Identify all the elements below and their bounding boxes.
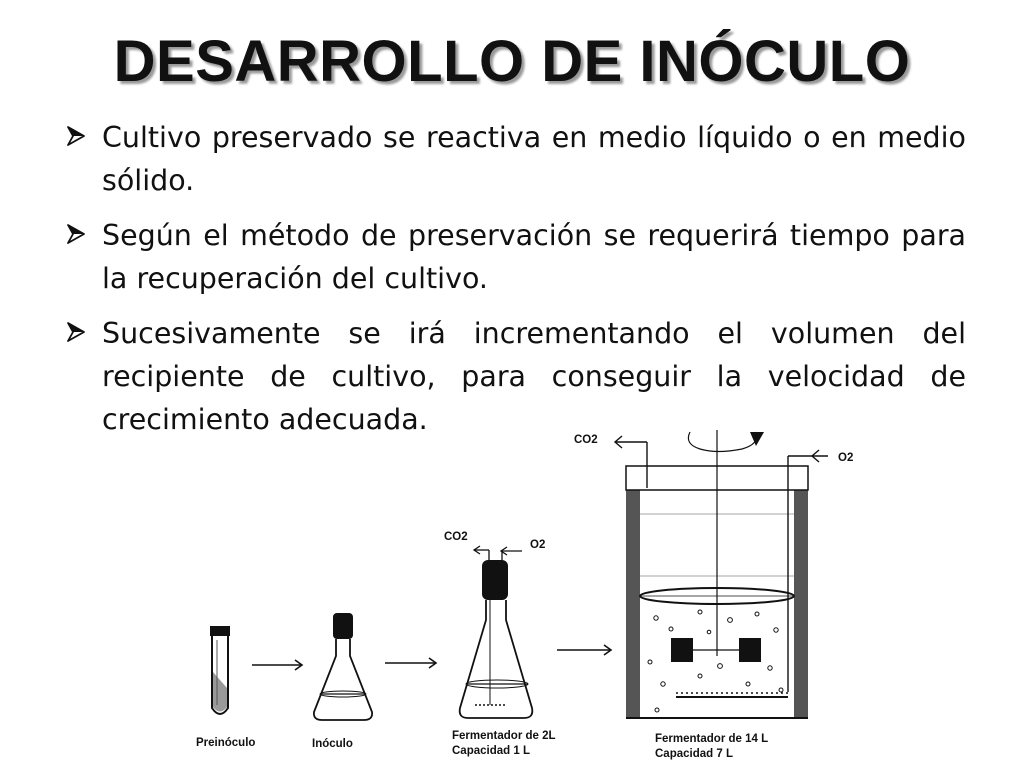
test-tube-icon — [210, 626, 230, 714]
label-co2-large: CO2 — [574, 434, 598, 446]
label-fermentador-2l-line2: Capacidad 1 L — [452, 745, 530, 757]
bullet-text: Sucesivamente se irá incrementando el volumen del recipiente de cultivo, para conseguir la velocidad de crecimiento adecuada. — [102, 317, 966, 436]
flow-arrow-icon — [252, 660, 302, 670]
slide-title: DESARROLLO DE INÓCULO — [113, 29, 911, 94]
label-o2-small: O2 — [530, 539, 546, 551]
label-fermentador-14l-line2: Capacidad 7 L — [655, 748, 733, 760]
label-preinoculo: Preinóculo — [196, 737, 256, 749]
flask-icon — [314, 613, 372, 720]
label-fermentador-2l-line1: Fermentador de 2L — [452, 730, 556, 742]
bioreactor-icon — [615, 430, 828, 718]
flow-arrow-icon — [385, 658, 436, 668]
bullet-text: Según el método de preservación se requerirá tiempo para la recuperación del cultivo. — [102, 219, 966, 295]
label-co2-small: CO2 — [444, 531, 468, 543]
bullet-text: Cultivo preservado se reactiva en medio líquido o en medio sólido. — [102, 121, 966, 197]
label-inoculo: Inóculo — [312, 738, 353, 750]
fermenter-flask-icon — [460, 546, 533, 718]
label-o2-large: O2 — [838, 452, 854, 464]
label-fermentador-14l-line1: Fermentador de 14 L — [655, 733, 769, 745]
flow-arrow-icon — [557, 645, 611, 655]
